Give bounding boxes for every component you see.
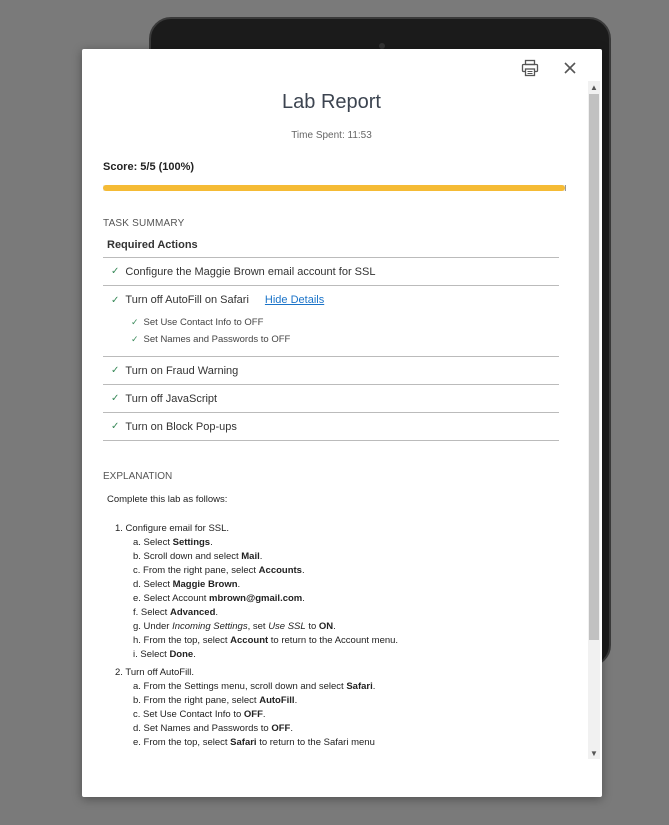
explanation-body — [103, 493, 560, 750]
explanation-sub-step — [133, 736, 560, 750]
sub-step-text-bold: Done — [169, 649, 194, 660]
explanation-sub-step — [133, 620, 560, 634]
explanation-sub-steps — [115, 536, 560, 662]
explanation-sub-step — [133, 648, 560, 662]
sub-step-text-bold: Advanced — [169, 607, 216, 618]
sub-step-text-bold: AutoFill — [259, 695, 295, 706]
explanation-step-title: 2. Turn off AutoFill. — [115, 667, 195, 678]
task-detail-row — [111, 331, 290, 348]
checkmark-icon: ✓ — [131, 334, 139, 344]
sub-step-text-suffix: . — [333, 621, 336, 632]
dialog-toolbar — [502, 57, 582, 79]
sub-step-text-italic2: Use SSL — [268, 621, 306, 632]
close-icon[interactable] — [558, 57, 582, 79]
explanation-sub-step — [133, 722, 560, 736]
sub-step-text-bold: Safari — [230, 737, 257, 748]
explanation-sub-step — [133, 578, 560, 592]
sub-step-text-suffix: . — [294, 695, 298, 706]
page-title: Lab Report — [282, 91, 381, 113]
time-spent: Time Spent: 11:53 — [291, 130, 372, 141]
explanation-step — [107, 522, 560, 662]
lab-report-dialog — [82, 49, 602, 797]
sub-step-text-bold: OFF — [243, 709, 263, 720]
sub-step-text-bold: Settings — [172, 537, 211, 548]
scroll-up-arrow-icon[interactable]: ▲ — [590, 82, 598, 92]
sub-step-text-prefix: e. Select Account — [133, 593, 210, 604]
sub-step-text-prefix: a. Select — [133, 537, 173, 548]
sub-step-text-suffix: . — [215, 607, 219, 618]
explanation-sub-step — [133, 550, 560, 564]
sub-step-text-suffix: to return to the Account menu. — [268, 635, 399, 646]
sub-step-text-prefix: i. Select — [133, 649, 170, 660]
sub-step-text-suffix: . — [302, 593, 305, 604]
sub-step-text-suffix: to return to the Safari menu — [256, 737, 375, 748]
task-label: Turn on Block Pop-ups — [125, 420, 237, 433]
explanation-sub-step — [133, 680, 560, 694]
sub-step-text-prefix: g. Under — [133, 621, 173, 632]
explanation-step — [107, 666, 560, 750]
checkmark-icon: ✓ — [131, 317, 139, 327]
task-row — [103, 357, 559, 385]
sub-step-text-suffix: . — [193, 649, 196, 660]
scrollbar-thumb[interactable] — [589, 94, 599, 640]
task-label: Turn off JavaScript — [125, 392, 218, 405]
score-progress-bar — [103, 185, 566, 191]
report-content — [103, 79, 560, 754]
task-summary-list — [103, 230, 560, 441]
task-label: Turn off AutoFill on Safari — [125, 294, 249, 306]
sub-step-text-prefix: d. Set Names and Passwords to — [133, 723, 272, 734]
sub-step-text-prefix: c. Set Use Contact Info to — [133, 709, 244, 720]
sub-step-text-bold: Account — [230, 635, 269, 646]
sub-step-text-mid: , set — [247, 621, 269, 632]
sub-step-text-prefix: c. From the right pane, select — [133, 565, 259, 576]
scrollbar[interactable] — [588, 81, 600, 759]
explanation-sub-step — [133, 564, 560, 578]
checkmark-icon: ✓ — [111, 266, 120, 277]
score-label: Score: 5/5 (100%) — [103, 161, 195, 173]
sub-step-text-bold: Safari — [346, 681, 373, 692]
hide-details-link[interactable]: Hide Details — [264, 294, 325, 306]
sub-step-text-prefix: e. From the top, select — [133, 737, 231, 748]
task-row — [103, 413, 559, 441]
explanation-sub-step — [133, 592, 560, 606]
report-scroll-area[interactable] — [82, 79, 602, 761]
sub-step-text-prefix: b. Scroll down and select — [133, 551, 242, 562]
explanation-intro: Complete this lab as follows: — [107, 494, 228, 505]
explanation-sub-step — [133, 606, 560, 620]
explanation-step-title: 1. Configure email for SSL. — [115, 523, 230, 534]
explanation-heading: EXPLANATION — [103, 471, 173, 482]
sub-step-text-suffix: . — [301, 565, 305, 576]
explanation-sub-step — [133, 536, 560, 550]
task-row — [103, 286, 559, 357]
sub-step-text-bold: Accounts — [258, 565, 302, 576]
sub-step-text-prefix: h. From the top, select — [133, 635, 231, 646]
sub-step-text-suffix: . — [262, 709, 266, 720]
sub-step-text-suffix: . — [259, 551, 263, 562]
scroll-down-arrow-icon[interactable]: ▼ — [590, 748, 598, 758]
score-progress-fill — [103, 185, 565, 191]
explanation-sub-step — [133, 634, 560, 648]
sub-step-text-bold: Mail — [241, 551, 260, 562]
sub-step-text-suffix: . — [237, 579, 241, 590]
sub-step-text-italic1: Incoming Settings — [172, 621, 248, 632]
required-actions-header: Required Actions — [103, 230, 559, 258]
printer-icon[interactable] — [518, 57, 542, 79]
sub-step-text-prefix: b. From the right pane, select — [133, 695, 260, 706]
sub-step-text-bold: ON — [318, 621, 334, 632]
sub-step-text-prefix: f. Select — [133, 607, 170, 618]
sub-step-text-bold: OFF — [271, 723, 291, 734]
sub-step-text-prefix: a. From the Settings menu, scroll down and select — [133, 681, 347, 692]
task-row — [103, 385, 559, 413]
sub-step-text-bold: mbrown@gmail.com — [209, 593, 303, 604]
task-row — [103, 258, 559, 286]
task-label: Turn on Fraud Warning — [125, 364, 239, 377]
explanation-sub-step — [133, 694, 560, 708]
explanation-sub-steps — [115, 680, 560, 750]
task-detail-row — [111, 314, 263, 331]
task-line — [111, 286, 324, 314]
explanation-steps — [107, 522, 560, 750]
checkmark-icon: ✓ — [111, 294, 120, 306]
sub-step-text-suffix: . — [290, 723, 293, 734]
sub-step-text-suffix: . — [372, 681, 376, 692]
sub-step-text-prefix: d. Select — [133, 579, 173, 590]
task-summary-heading: TASK SUMMARY — [103, 218, 185, 229]
explanation-sub-step — [133, 708, 560, 722]
sub-step-text-bold: Maggie Brown — [172, 579, 238, 590]
sub-step-text-mid2: to — [305, 621, 319, 632]
checkmark-icon: ✓ — [111, 393, 120, 404]
task-label: Configure the Maggie Brown email account for SSL — [125, 265, 376, 278]
sub-step-text-suffix: . — [210, 537, 213, 548]
task-detail-label: Set Names and Passwords to OFF — [143, 334, 291, 345]
task-detail-label: Set Use Contact Info to OFF — [143, 317, 264, 328]
checkmark-icon: ✓ — [111, 421, 120, 432]
checkmark-icon: ✓ — [111, 365, 120, 376]
